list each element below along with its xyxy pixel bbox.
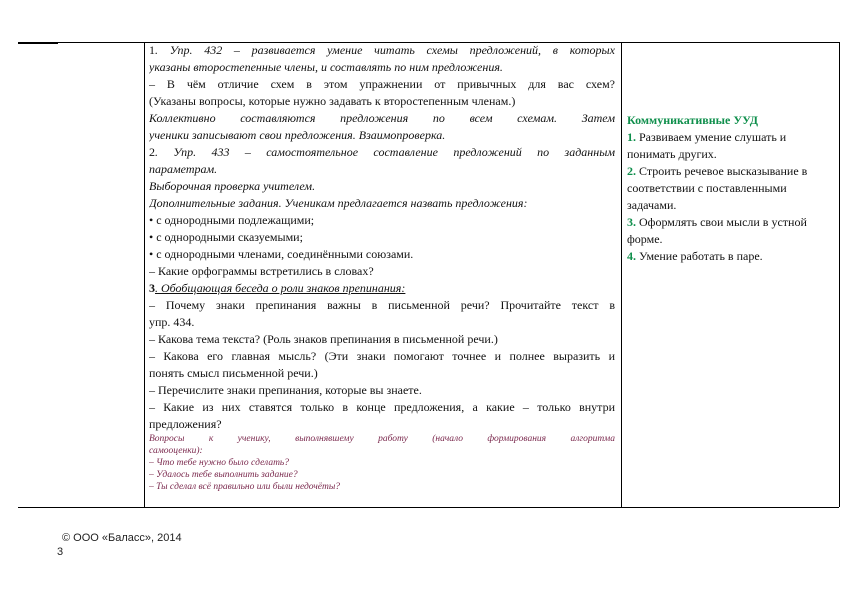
table-bottom-border — [18, 507, 839, 508]
skill-item — [627, 248, 837, 265]
self-assessment-heading: Вопросы к ученику, выполнявшему работу (начало формирования алгоритма — [149, 434, 615, 444]
lesson-activities-cell — [149, 42, 615, 504]
summary-discussion-text: . Обобщающая беседа о роли знаков препинания: — [155, 281, 406, 295]
text-line: – В чём отличие схем в этом упражнении от привычных для вас схем? — [149, 77, 615, 91]
skill-text: Умение работать в паре. — [636, 249, 763, 263]
self-assessment-heading-cont: самооценки): — [149, 446, 203, 456]
skill-text: Развиваем умение слушать и понимать других. — [627, 130, 787, 161]
table-corner-mark — [18, 42, 58, 44]
skill-number: 4. — [627, 249, 636, 263]
exercise-432-line — [149, 42, 615, 59]
list-item: • с однородными членами, соединёнными союзами. — [149, 247, 414, 261]
exercise-433-text: . Упр. 433 – самостоятельное составление предложений по заданным — [155, 145, 615, 159]
text-line: ученики записывают свои предложения. Взаимопроверка. — [149, 128, 446, 142]
skill-number: 2. — [627, 164, 636, 178]
self-assessment-question: – Что тебе нужно было сделать? — [149, 458, 289, 468]
text-line: – Какие из них ставятся только в конце предложения, а какие – только внутри — [149, 400, 615, 414]
skill-text: Оформлять свои мысли в устной форме. — [627, 215, 807, 246]
skill-item — [627, 129, 837, 163]
text-line: упр. 434. — [149, 315, 195, 329]
table-column-divider-1 — [144, 42, 145, 507]
text-line: Коллективно составляются предложения по всем схемам. Затем — [149, 111, 615, 125]
copyright-footer: © ООО «Баласс», 2014 — [62, 532, 182, 544]
skill-item — [627, 214, 837, 248]
text-line: понять смысл письменной речи.) — [149, 366, 318, 380]
text-line: – Перечислите знаки препинания, которые вы знаете. — [149, 383, 422, 397]
self-assessment-question: – Удалось тебе выполнить задание? — [149, 470, 298, 480]
item-number: 1 — [149, 43, 155, 57]
list-item: • с однородными подлежащими; — [149, 213, 315, 227]
skill-item — [627, 163, 837, 214]
text-line: параметрам. — [149, 162, 218, 176]
table-column-divider-2 — [621, 42, 622, 507]
text-line: – Почему знаки препинания важны в письменной речи? Прочитайте текст в — [149, 298, 615, 312]
skill-number: 3. — [627, 215, 636, 229]
text-line: (Указаны вопросы, которые нужно задавать к второстепенным членам.) — [149, 94, 516, 108]
item-number: 3 — [149, 281, 155, 295]
table-right-border — [839, 42, 840, 507]
skill-text: Строить речевое высказывание в соответствии с поставленными задачами. — [627, 164, 808, 212]
skill-number: 1. — [627, 130, 636, 144]
text-line: – Какова его главная мысль? (Эти знаки помогают точнее и полнее выразить и — [149, 349, 615, 363]
page-number: 3 — [57, 546, 64, 558]
exercise-433-line — [149, 144, 615, 161]
text-line: Выборочная проверка учителем. — [149, 179, 316, 193]
self-assessment-question: – Ты сделал всё правильно или были недочёты? — [149, 482, 341, 492]
text-line: предложения? — [149, 417, 222, 431]
communicative-skills-title: Коммуникативные УУД — [627, 113, 759, 127]
item-number: 2 — [149, 145, 155, 159]
text-line: – Какие орфограммы встретились в словах? — [149, 264, 374, 278]
text-line: Дополнительные задания. Ученикам предлагается назвать предложения: — [149, 196, 528, 210]
list-item: • с однородными сказуемыми; — [149, 230, 303, 244]
summary-discussion-line — [149, 280, 615, 297]
exercise-432-text: . Упр. 432 – развивается умение читать схемы предложений, в которых — [155, 43, 615, 57]
text-line: указаны второстепенные члены, и составлять по ним предложения. — [149, 60, 503, 74]
text-line: – Какова тема текста? (Роль знаков препинания в письменной речи.) — [149, 332, 498, 346]
communicative-skills-cell — [627, 112, 837, 265]
